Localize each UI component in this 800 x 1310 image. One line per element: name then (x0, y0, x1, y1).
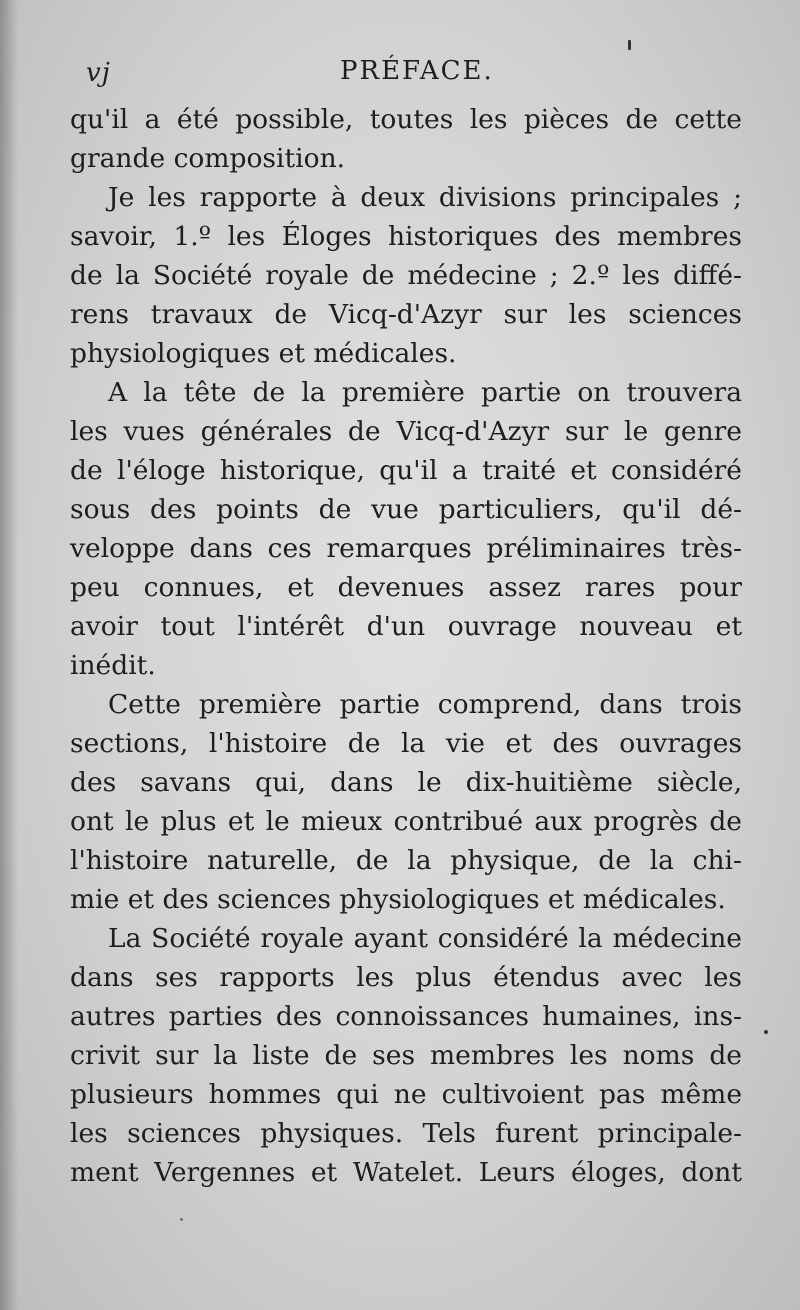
text-line: Je les rapporte à deux divisions principales ; (108, 182, 742, 213)
text-line: qu'il a été possible, toutes les pièces de cette (70, 104, 742, 135)
text-line: grande composition. (70, 143, 346, 174)
text-line: ment Vergennes et Watelet. Leurs éloges, dont (70, 1157, 742, 1188)
text-line: de la Société royale de médecine ; 2.º les diffé- (70, 260, 742, 291)
text-line: plusieurs hommes qui ne cultivoient pas même (70, 1079, 742, 1110)
text-line: ont le plus et le mieux contribué aux progrès de (70, 806, 742, 837)
print-speck (764, 1030, 768, 1034)
text-line: crivit sur la liste de ses membres les noms de (70, 1040, 742, 1071)
text-line: sections, l'histoire de la vie et des ouvrages (70, 728, 742, 759)
body-text (70, 100, 742, 1192)
text-line: des savans qui, dans le dix-huitième siècle, (70, 767, 742, 798)
text-line: autres parties des connoissances humaines, ins- (70, 1001, 742, 1032)
text-line: Cette première partie comprend, dans trois (108, 689, 742, 720)
running-header (86, 52, 736, 92)
text-line: veloppe dans ces remarques préliminaires très- (70, 533, 742, 564)
text-line: mie et des sciences physiologiques et médicales. (70, 884, 726, 915)
text-line: savoir, 1.º les Éloges historiques des membres (70, 221, 742, 252)
text-line: l'histoire naturelle, de la physique, de la chi- (70, 845, 742, 876)
text-line: avoir tout l'intérêt d'un ouvrage nouveau et (70, 611, 742, 642)
text-line: les vues générales de Vicq-d'Azyr sur le genre (70, 416, 742, 447)
page-gutter-shadow (0, 0, 18, 1310)
text-line: A la tête de la première partie on trouvera (108, 377, 742, 408)
text-line: de l'éloge historique, qu'il a traité et considéré (70, 455, 742, 486)
text-line: rens travaux de Vicq-d'Azyr sur les sciences (70, 299, 742, 330)
print-speck (180, 1218, 183, 1221)
text-line: dans ses rapports les plus étendus avec les (70, 962, 742, 993)
text-line: les sciences physiques. Tels furent principale- (70, 1118, 742, 1149)
running-title: PRÉFACE. (340, 56, 494, 86)
text-line: inédit. (70, 650, 156, 681)
page-number: vj (86, 58, 111, 88)
text-line: sous des points de vue particuliers, qu'il dé- (70, 494, 742, 525)
text-line: physiologiques et médicales. (70, 338, 457, 369)
text-line: La Société royale ayant considéré la médecine (108, 923, 742, 954)
print-speck (628, 40, 631, 50)
text-line: peu connues, et devenues assez rares pour (70, 572, 742, 603)
